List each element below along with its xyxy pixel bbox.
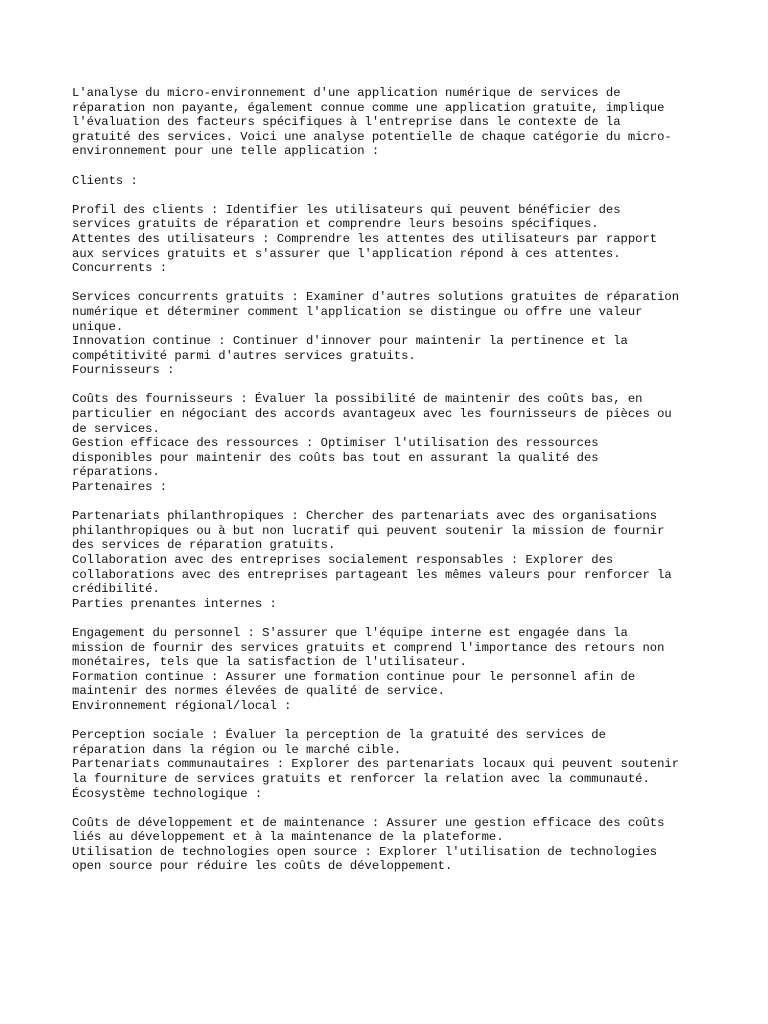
text-line: crédibilité. [72,582,160,597]
text-line: Gestion efficace des ressources : Optimiser l'utilisation des ressources [72,436,599,451]
text-line: open source pour réduire les coûts de développement. [72,859,453,874]
text-line: Engagement du personnel : S'assurer que l'équipe interne est engagée dans la [72,625,628,640]
text-line: réparations. [72,465,160,480]
blank-line [72,801,732,816]
section-heading-clients: Clients : [72,173,138,188]
text-line: Partenariats philanthropiques : Chercher des partenariats avec des organisations [72,509,658,524]
text-line: collaborations avec des entreprises partageant les mêmes valeurs pour renforcer la [72,567,672,582]
text-line: réparation non payante, également connue comme une application gratuite, implique [72,100,665,115]
text-line: gratuité des services. Voici une analyse potentielle de chaque catégorie du micro- [72,129,672,144]
text-line: mission de fournir des services gratuits et comprend l'importance des retours non [72,640,665,655]
section-heading-ecosysteme: Écosystème technologique : [72,786,263,801]
text-line: Partenariats communautaires : Explorer des partenariats locaux qui peuvent soutenir [72,757,680,772]
blank-line [72,714,732,729]
section-heading-parties-prenantes: Parties prenantes internes : [72,596,277,611]
blank-line [72,188,732,203]
text-line: compétitivité parmi d'autres services gratuits. [72,348,416,363]
text-line: L'analyse du micro-environnement d'une application numérique de services de [72,86,621,100]
text-line: la fourniture de services gratuits et renforcer la relation avec la communauté. [72,771,650,786]
text-line: de services. [72,421,160,436]
text-line: liés au développement et à la maintenance de la plateforme. [72,830,504,845]
text-line: Innovation continue : Continuer d'innover pour maintenir la pertinence et la [72,334,628,349]
text-line: monétaires, tels que la satisfaction de l'utilisateur. [72,655,467,670]
text-line: services gratuits de réparation et comprendre leurs besoins spécifiques. [72,217,599,232]
text-line: Attentes des utilisateurs : Comprendre les attentes des utilisateurs par rapport [72,231,658,246]
document-page [72,86,732,874]
text-line: particulier en négociant des accords avantageux avec les fournisseurs de pièces ou [72,407,672,422]
text-line: Profil des clients : Identifier les utilisateurs qui peuvent bénéficier des [72,202,621,217]
text-line: des services de réparation gratuits. [72,538,336,553]
blank-line [72,159,732,174]
text-line: environnement pour une telle application : [72,144,380,159]
text-line: Services concurrents gratuits : Examiner d'autres solutions gratuites de réparation [72,290,680,305]
section-heading-environnement: Environnement régional/local : [72,698,292,713]
text-line: Coûts de développement et de maintenance : Assurer une gestion efficace des coûts [72,815,665,830]
text-line: Collaboration avec des entreprises socialement responsables : Explorer des [72,553,614,567]
text-line: l'évaluation des facteurs spécifiques à l'entreprise dans le contexte de la [72,115,621,130]
text-line: Perception sociale : Évaluer la perception de la gratuité des services de [72,728,606,743]
blank-line [72,276,732,291]
text-line: disponibles pour maintenir des coûts bas tout en assurant la qualité des [72,450,599,465]
text-line: aux services gratuits et s'assurer que l'application répond à ces attentes. [72,246,621,261]
text-line: réparation dans la région ou le marché cible. [72,742,402,757]
section-heading-concurrents: Concurrents : [72,261,168,276]
section-heading-partenaires: Partenaires : [72,480,168,495]
text-line: Coûts des fournisseurs : Évaluer la possibilité de maintenir des coûts bas, en [72,392,643,407]
text-line: unique. [72,319,124,334]
blank-line [72,611,732,626]
text-line: Utilisation de technologies open source : Explorer l'utilisation de technologies [72,844,658,859]
text-line: philanthropiques ou à but non lucratif qui peuvent soutenir la mission de fournir [72,523,665,538]
section-heading-fournisseurs: Fournisseurs : [72,363,175,378]
blank-line [72,378,732,393]
text-line: maintenir des normes élevées de qualité de service. [72,684,445,699]
text-line: Formation continue : Assurer une formation continue pour le personnel afin de [72,669,636,684]
text-line: numérique et déterminer comment l'application se distingue ou offre une valeur [72,304,643,319]
blank-line [72,495,732,510]
